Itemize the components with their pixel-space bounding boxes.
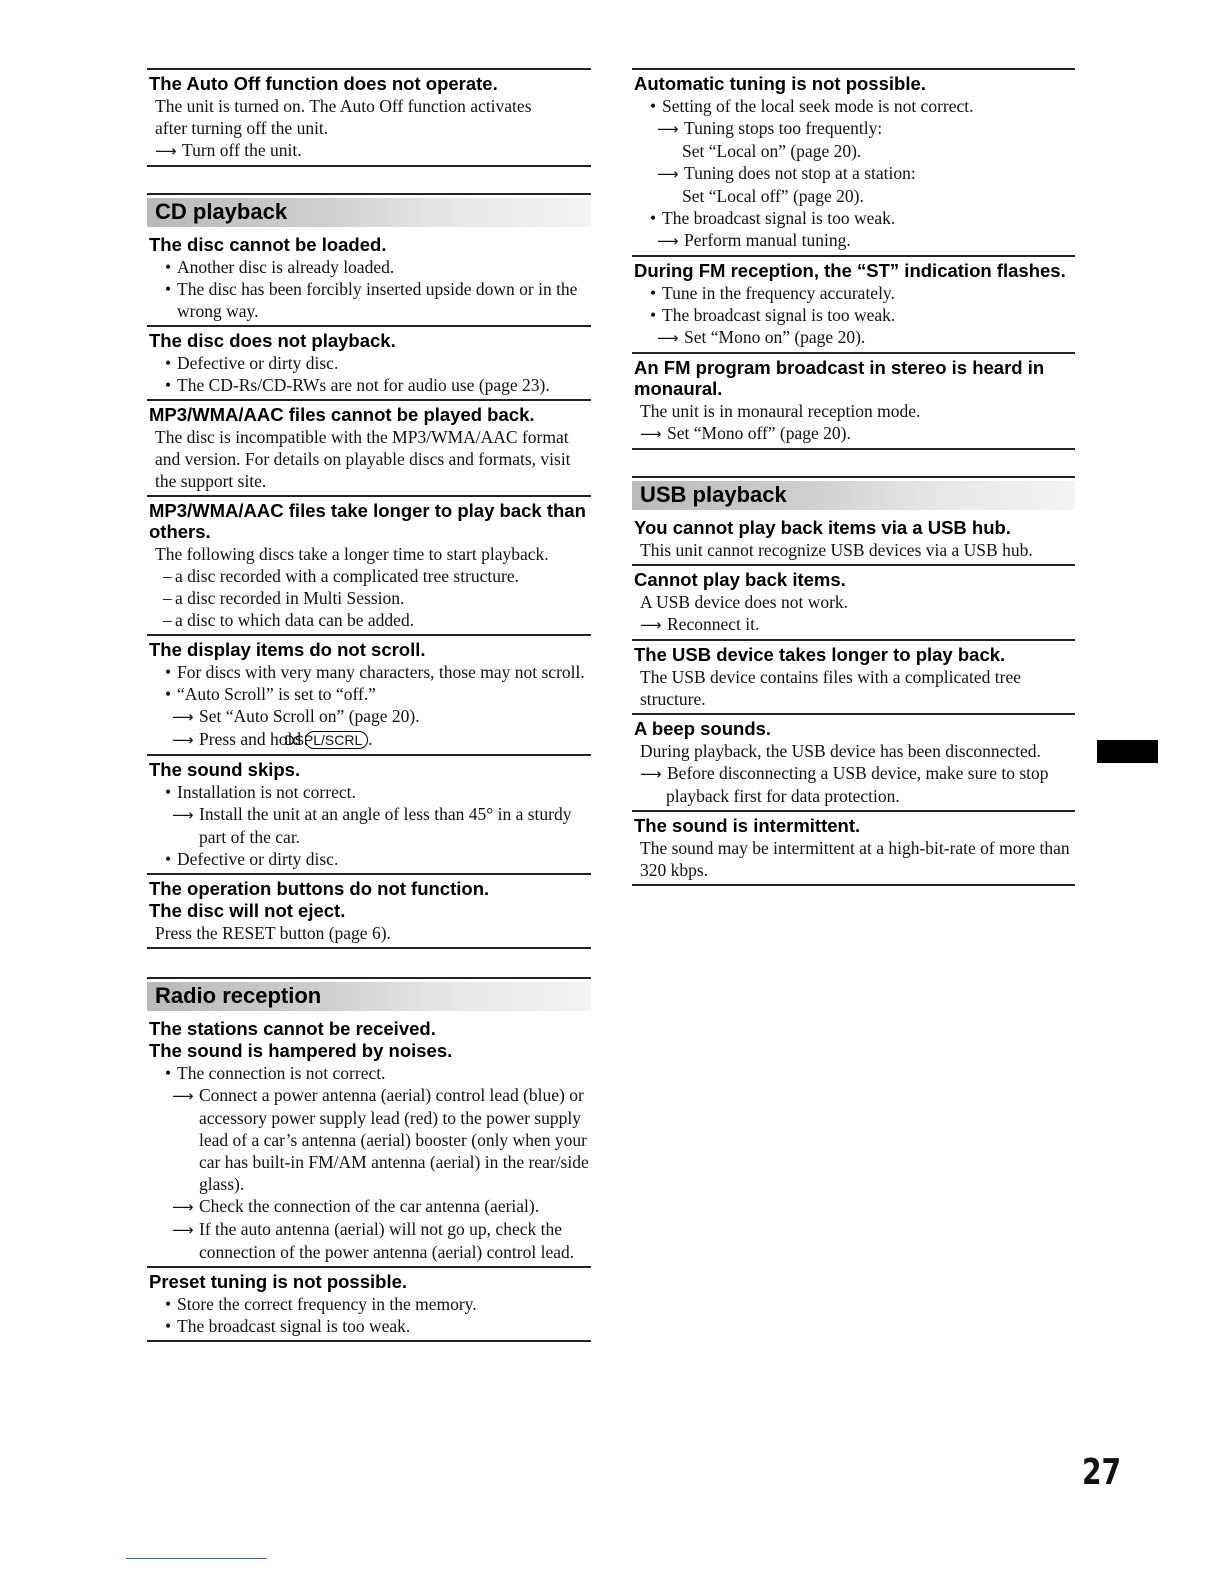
arrow-right-icon: ⟶ xyxy=(657,165,679,183)
dash-item: – a disc to which data can be added. xyxy=(155,609,591,631)
entry-preset xyxy=(147,1266,591,1342)
remedy-item: ⟶ Tuning does not stop at a station: xyxy=(657,163,916,183)
question-heading: You cannot play back items via a USB hub. xyxy=(634,517,1011,538)
dash-item: – a disc recorded in Multi Session. xyxy=(155,587,591,609)
arrow-right-icon: ⟶ xyxy=(172,806,194,824)
bullet-item: • The broadcast signal is too weak. xyxy=(640,304,1075,326)
remedy-item: ⟶ Set “Mono off” (page 20). xyxy=(640,423,851,443)
divider xyxy=(147,165,591,167)
remedy-item: ⟶ Perform manual tuning. xyxy=(657,230,851,250)
section-title: USB playback xyxy=(640,482,787,507)
right-column xyxy=(632,68,1075,886)
left-column xyxy=(147,68,591,1342)
answer-text: The USB device contains files with a complicated tree structure. xyxy=(640,667,1021,709)
arrow-right-icon: ⟶ xyxy=(657,232,679,250)
arrow-right-icon: ⟶ xyxy=(172,1087,194,1105)
entry-auto-tuning xyxy=(632,68,1075,255)
answer-text: The unit is turned on. The Auto Off function activates xyxy=(155,96,532,116)
arrow-right-icon: ⟶ xyxy=(657,329,679,347)
answer-text: During playback, the USB device has been disconnected. xyxy=(640,741,1041,761)
question-heading: The display items do not scroll. xyxy=(149,639,426,660)
arrow-right-icon: ⟶ xyxy=(640,765,662,783)
bullet-item: • Defective or dirty disc. xyxy=(155,848,591,870)
remedy-item: ⟶ If the auto antenna (aerial) will not go up, check the connection of the power antenna (aerial) control lead. xyxy=(172,1219,575,1262)
bullet-item: • Store the correct frequency in the memory. xyxy=(155,1293,591,1315)
remedy-subtext: Set “Local off” (page 20). xyxy=(682,186,864,206)
question-heading: The disc does not playback. xyxy=(149,330,396,351)
entry-auto-off xyxy=(147,68,591,165)
remedy-subtext: Set “Local on” (page 20). xyxy=(682,141,862,161)
answer-text: The unit is in monaural reception mode. xyxy=(640,401,921,421)
arrow-right-icon: ⟶ xyxy=(155,142,177,160)
answer-text: Press the RESET button (page 6). xyxy=(155,923,391,943)
remedy-item: ⟶ Tuning stops too frequently: xyxy=(657,118,883,138)
question-heading: Preset tuning is not possible. xyxy=(149,1271,408,1292)
divider xyxy=(632,448,1075,450)
section-header-cd-playback xyxy=(147,193,591,231)
question-heading: Cannot play back items. xyxy=(634,569,846,590)
question-heading: The sound skips. xyxy=(149,759,301,780)
question-heading: A beep sounds. xyxy=(634,718,772,739)
entry-stations xyxy=(147,1015,591,1266)
answer-text: A USB device does not work. xyxy=(640,592,849,612)
bullet-item: • Tune in the frequency accurately. xyxy=(640,282,1075,304)
question-heading: The USB device takes longer to play back. xyxy=(634,644,1006,665)
section-header-usb-playback xyxy=(632,476,1075,514)
entry-display-scroll xyxy=(147,634,591,754)
remedy-item: ⟶ Check the connection of the car antenna (aerial). xyxy=(172,1196,540,1216)
bullet-item: • Setting of the local seek mode is not correct. xyxy=(640,95,1075,117)
remedy-item: ⟶ Set “Mono on” (page 20). xyxy=(657,327,866,347)
bullet-item: • The disc has been forcibly inserted upside down or in the wrong way. xyxy=(155,278,591,322)
remedy-item: ⟶ Before disconnecting a USB device, make sure to stop playback first for data protection. xyxy=(640,763,1049,806)
entry-disc-play xyxy=(147,325,591,399)
entry-beep xyxy=(632,713,1075,810)
question-heading: The operation buttons do not function. xyxy=(149,878,490,899)
bullet-item: • “Auto Scroll” is set to “off.” xyxy=(155,683,591,705)
bullet-item: • The connection is not correct. xyxy=(155,1062,591,1084)
entry-monaural xyxy=(632,352,1075,448)
answer-text: This unit cannot recognize USB devices via a USB hub. xyxy=(640,540,1033,560)
entry-intermittent xyxy=(632,810,1075,886)
arrow-right-icon: ⟶ xyxy=(640,616,662,634)
page-number: 27 xyxy=(1082,1452,1122,1493)
answer-text: after turning off the unit. xyxy=(155,118,329,138)
question-heading: The Auto Off function does not operate. xyxy=(149,73,498,94)
dash-item: – a disc recorded with a complicated tree structure. xyxy=(155,565,591,587)
question-heading: An FM program broadcast in stereo is heard in monaural. xyxy=(634,357,1045,399)
dspl-scrl-key: DSPL/SCRL xyxy=(305,731,368,749)
remedy-item: ⟶ Install the unit at an angle of less than 45° in a sturdy part of the car. xyxy=(172,804,572,847)
entry-cannot-play xyxy=(632,564,1075,639)
arrow-right-icon: ⟶ xyxy=(657,120,679,138)
arrow-right-icon: ⟶ xyxy=(172,1198,194,1216)
bullet-item: • The broadcast signal is too weak. xyxy=(640,207,1075,229)
entry-disc-load xyxy=(147,231,591,325)
arrow-right-icon: ⟶ xyxy=(172,708,194,726)
section-title: Radio reception xyxy=(155,983,322,1008)
question-heading: MP3/WMA/AAC files cannot be played back. xyxy=(149,404,535,425)
entry-mp3-longer xyxy=(147,495,591,634)
bullet-item: • Installation is not correct. xyxy=(155,781,591,803)
remedy-item: ⟶ Turn off the unit. xyxy=(155,140,302,160)
question-heading: The stations cannot be received. xyxy=(149,1018,436,1039)
entry-st-flash xyxy=(632,255,1075,352)
arrow-right-icon: ⟶ xyxy=(640,425,662,443)
question-heading: The disc will not eject. xyxy=(149,900,346,921)
question-heading: The sound is hampered by noises. xyxy=(149,1040,453,1061)
bullet-item: • For discs with very many characters, those may not scroll. xyxy=(155,661,591,683)
answer-text: The following discs take a longer time to start playback. xyxy=(155,544,549,564)
bullet-item: • Another disc is already loaded. xyxy=(155,256,591,278)
section-header-radio-reception xyxy=(147,977,591,1015)
question-heading: MP3/WMA/AAC files take longer to play back than others. xyxy=(149,500,586,542)
remedy-item: ⟶ Connect a power antenna (aerial) control lead (blue) or accessory power supply lead (red) to the power supply lead of a car’s antenna (aerial) booster (only when your car has built-in FM/AM antenna (aerial) in the rear/side glass). xyxy=(172,1085,589,1194)
question-heading: Automatic tuning is not possible. xyxy=(634,73,926,94)
remedy-item: ⟶ Set “Auto Scroll on” (page 20). xyxy=(172,706,420,726)
entry-usb-longer xyxy=(632,639,1075,713)
entry-usb-hub xyxy=(632,514,1075,564)
bullet-item: • The broadcast signal is too weak. xyxy=(155,1315,591,1337)
bullet-item: • Defective or dirty disc. xyxy=(155,352,591,374)
remedy-item: ⟶ Press and hold DSPL/SCRL . xyxy=(172,729,373,749)
entry-mp3-cannot xyxy=(147,399,591,495)
question-heading: The disc cannot be loaded. xyxy=(149,234,387,255)
bullet-item: • The CD-Rs/CD-RWs are not for audio use (page 23). xyxy=(155,374,591,396)
question-heading: The sound is intermittent. xyxy=(634,815,861,836)
question-heading: During FM reception, the “ST” indication flashes. xyxy=(634,260,1066,281)
answer-text: The disc is incompatible with the MP3/WMA/AAC format and version. For details on playable discs and formats, visit the support site. xyxy=(155,427,571,491)
divider xyxy=(147,947,591,949)
answer-text: The sound may be intermittent at a high-bit-rate of more than 320 kbps. xyxy=(640,838,1070,880)
entry-sound-skips xyxy=(147,754,591,873)
arrow-right-icon: ⟶ xyxy=(172,1221,194,1239)
arrow-right-icon: ⟶ xyxy=(172,731,194,749)
section-tab-marker xyxy=(1097,740,1158,763)
section-title: CD playback xyxy=(155,199,288,224)
entry-operation xyxy=(147,873,591,947)
footer-rule xyxy=(126,1558,267,1559)
remedy-item: ⟶ Reconnect it. xyxy=(640,614,760,634)
